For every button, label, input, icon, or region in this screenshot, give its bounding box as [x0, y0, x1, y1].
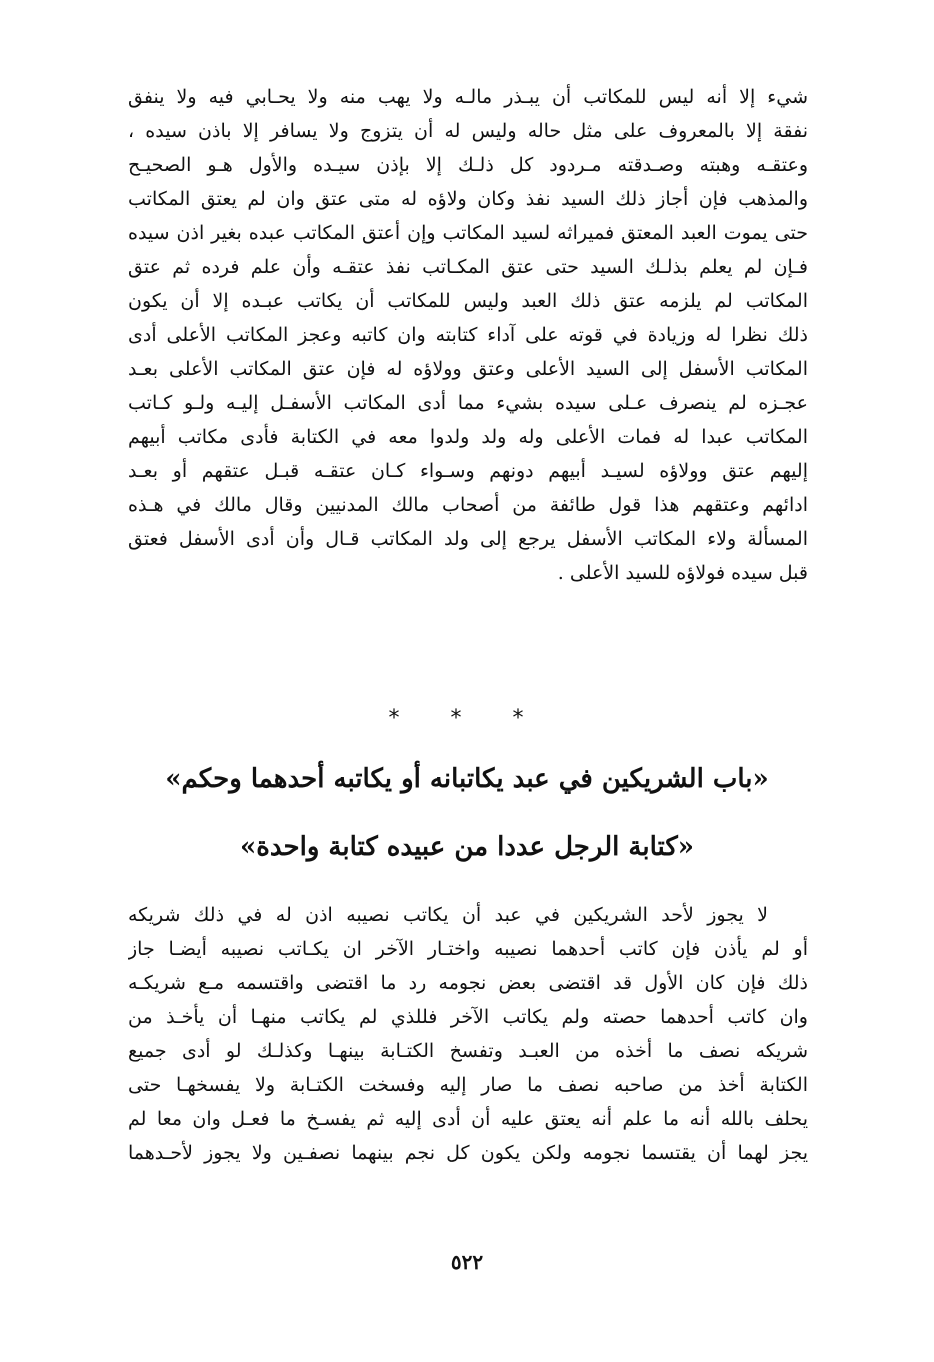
text-line: فـإن لم يعلم بذلـك السيد حتى عتق المكـاتب نفذ عتقـه وأن علم فرده ثم عتق	[128, 256, 808, 278]
text-line: المكاتب لم يلزمه عتق ذلك العبد وليس للمكاتب أن يكاتب عبـده إلا أن يكون	[128, 290, 808, 312]
paragraph-2	[128, 898, 808, 1170]
text-line: لا يجوز لأحد الشريكين في عبد أن يكاتب نصيبه اذن له في ذلك شريكه	[128, 904, 768, 926]
chapter-title: «باب الشريكين في عبد يكاتبانه أو يكاتبه أحدهما وحكم»	[165, 764, 769, 794]
text-line: يحلف بالله أنه ما علم أنه يعتق عليه أن أدى إليه ثم يفسـخ ما فعـل وان معا لم	[128, 1108, 808, 1130]
text-line: المكاتب الأسفل إلى السيد الأعلى وعتق وولاؤه له فإن عتق المكاتب الأعلى بعـد	[128, 358, 808, 380]
text-line: والمذهب فإن أجاز ذلك السيد نفذ وكان ولاؤه له متى عتق وان لم يعتق المكاتب	[128, 188, 808, 210]
section-separator: * * *	[388, 706, 546, 731]
text-line: أو لم يأذن فإن كاتب أحدهما نصيبه واختـار الآخر ان يكـاتب نصيبه أيضـا جاز	[128, 938, 808, 960]
text-line: عجـزه لم ينصرف عـلى سيده بشيء مما أدى المكاتب الأسفـل إليـه ولـو كـاتب	[128, 392, 808, 414]
text-line: قبل سيده فولاؤه للسيد الأعلى .	[557, 562, 808, 584]
text-line: ذلك نظرا له وزيادة في قوته على آداء كتابته وان كاتبه وعجز المكاتب الأعلى أدى	[128, 324, 808, 346]
page-number: ٥٢٢	[450, 1250, 484, 1274]
text-line: ادائهم وعتقهم هذا قول طائفة من أصحاب مالك المدنيين وقال مالك في هـذه	[128, 494, 808, 516]
text-line: وان كاتب أحدهما حصته ولم يكاتب الآخر فللذي لم يكاتب منهـا أن يأخـذ من	[128, 1006, 808, 1028]
text-line: المسألة ولاء المكاتب الأسفل يرجع إلى ولد المكاتب قـال وأن أدى الأسفل فعتق	[128, 528, 808, 550]
text-line: نفقة إلا بالمعروف على مثل حاله وليس له أن يتزوج ولا يسافر إلا باذن سيده ،	[128, 120, 808, 142]
text-line: ذلك فإن كان الأول قد اقتضى بعض نجومه رد ما اقتضى واقتسمه مـع شريكـه	[128, 972, 808, 994]
text-line: الكتابة أخذ من صاحبه نصف ما صار إليه وفسخت الكتـابة ولا يفسخهـا حتى	[128, 1074, 808, 1096]
text-line: وعتقـه وهبته وصـدقته مـردود كل ذلـك إلا بإذن سيـده والأول هـو الصحيـح	[128, 154, 808, 176]
text-line: شريكه نصف ما أخذه من العبـد وتفسخ الكتـابة بينهـا وكذلـك لو أدى جميع	[128, 1040, 808, 1062]
text-line: إليهم عتق وولاؤه لسيـد أبيهم دونهم وسـواء كـان عتقـه قبـل عتقهم أو بعـد	[128, 460, 808, 482]
paragraph-1	[128, 80, 808, 590]
chapter-subtitle: «كتابة الرجل عددا من عبيده كتابة واحدة»	[240, 832, 694, 862]
text-line: يجز لهما أن يقتسما نجومه ولكن يكون كل نجم بينهما نصفـين ولا يجوز لأحـدهما	[128, 1142, 808, 1164]
text-line: حتى يموت العبد المعتق فميراثه لسيد المكاتب وإن أعتق المكاتب عبده بغير اذن سيده	[128, 222, 808, 244]
text-line: المكاتب عبدا له فمات الأعلى وله ولد ولدوا معه في الكتابة فأدى مكاتب أبيهم	[128, 426, 808, 448]
text-line: شيء إلا أنه ليس للمكاتب أن يبـذر مالـه ولا يهب منه ولا يحـابي فيه ولا ينفق	[128, 86, 808, 108]
